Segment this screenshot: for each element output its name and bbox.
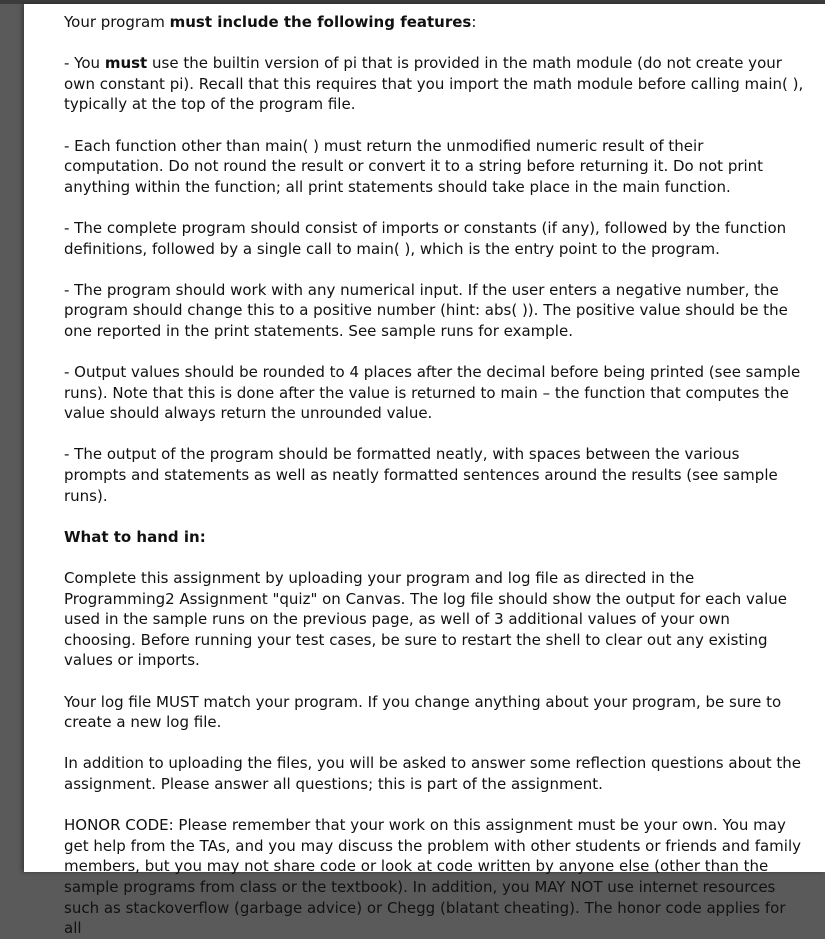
requirement-structure: - The complete program should consist of imports or constants (if any), followed by the function definitions, followed by a single call to main( ), which is the entry point to the program.	[64, 218, 787, 258]
handin-heading	[64, 527, 804, 548]
features-intro-text: Your program	[64, 13, 170, 31]
requirement-pi-text: use the builtin version of pi that is provided in the math module (do not create your own constant pi). Recall that this requires that you import the math module before calling main( ), typically at the top of the program file.	[64, 54, 804, 114]
requirement-functions: - Each function other than main( ) must return the unmodified numeric result of their computation. Do not round the result or convert it to a string before returning it. Do not print anything within the function; all print statements should take place in the main function.	[64, 136, 764, 196]
requirement-pi-must: must	[104, 54, 148, 73]
requirement-pi	[64, 53, 804, 115]
honor-code: HONOR CODE: Please remember that your work on this assignment must be your own. You may get help from the TAs, and you may discuss the problem with other students or friends and family members, but you may not share code or look at code written by anyone else (other than the sample programs from class or the textbook). In addition, you MAY NOT use internet resources such as stackoverflow (garbage advice) or Chegg (blatant cheating). The honor code applies for all	[64, 816, 801, 938]
features-intro	[64, 12, 804, 33]
document-page	[24, 4, 825, 938]
logfile-note: Your log file MUST match your program. If you change anything about your program, be sure to create a new log file.	[64, 692, 782, 732]
requirement-rounding: - Output values should be rounded to 4 places after the decimal before being printed (see sample runs). Note that this is done after the value is returned to main – the function that computes the value should always return the unrounded value.	[64, 363, 801, 423]
requirement-input: - The program should work with any numerical input. If the user enters a negative number, the program should change this to a positive number (hint: abs( )). The positive value should be the one reported in the print statements. See sample runs for example.	[64, 280, 788, 340]
handin-heading-text: What to hand in:	[64, 527, 206, 546]
handin-instructions: Complete this assignment by uploading your program and log file as directed in the Programming2 Assignment "quiz" on Canvas. The log file should show the output for each value used in the sample runs on the previous page, as well of 3 additional values of your own choosing. Before running your test cases, be sure to restart the shell to clear out any existing values or imports.	[64, 569, 788, 670]
requirement-pi-prefix: - You	[64, 54, 105, 73]
features-intro-colon: :	[471, 13, 477, 31]
requirement-output: - The output of the program should be formatted neatly, with spaces between the various prompts and statements as well as neatly formatted sentences around the results (see sample runs).	[64, 445, 778, 505]
reflection-note: In addition to uploading the files, you will be asked to answer some reflection questions about the assignment. Please answer all questions; this is part of the assignment.	[64, 754, 802, 793]
document-content	[64, 12, 804, 939]
features-intro-bold: must include the following features	[169, 13, 472, 31]
